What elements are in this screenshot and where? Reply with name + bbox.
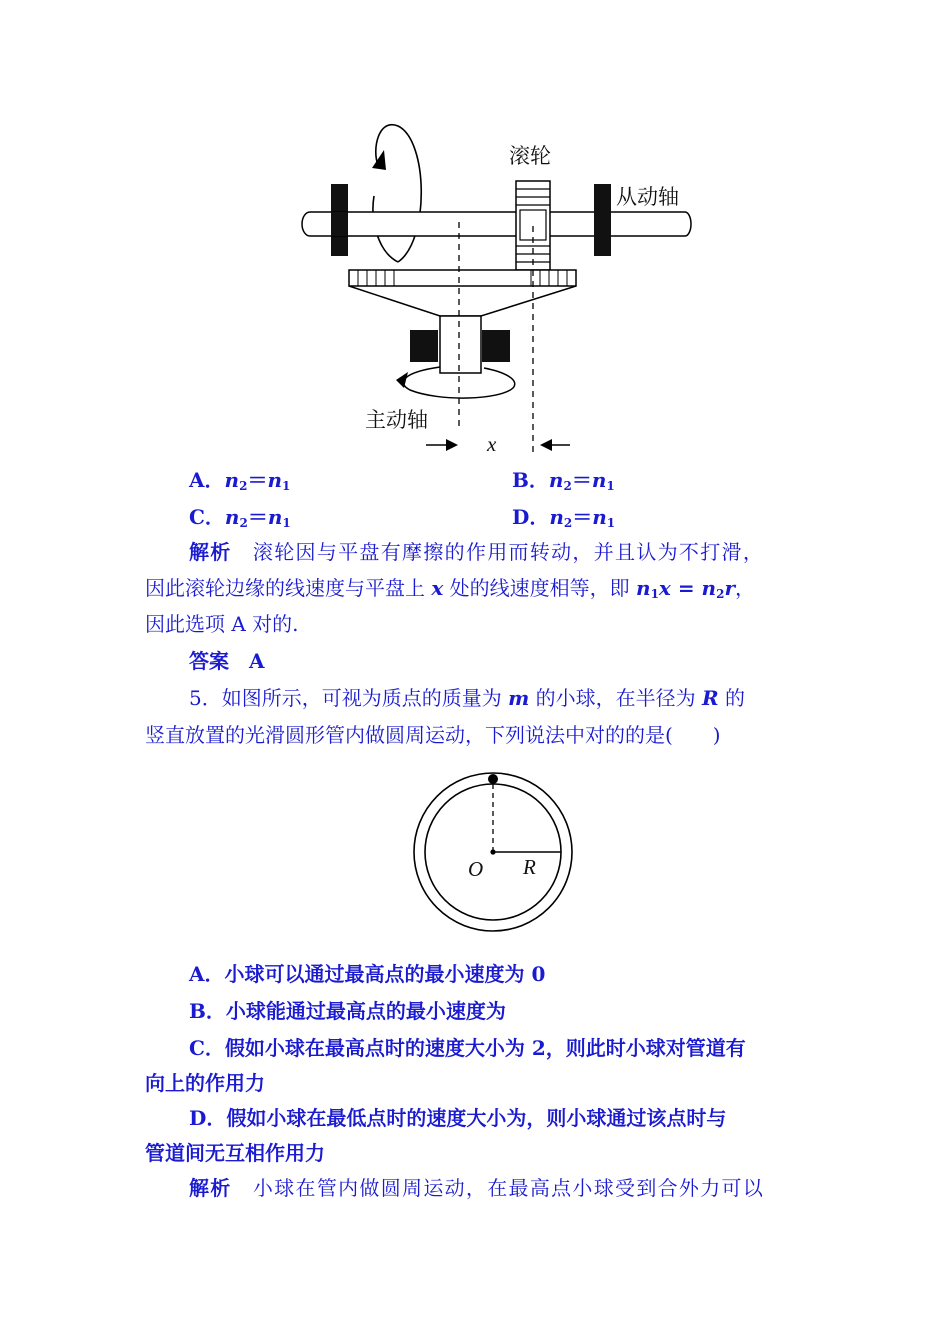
rotation-arrow-upper (376, 125, 421, 262)
disc-support (349, 286, 576, 316)
q4-option-d: D．$n_2=n_1$ (512, 505, 616, 530)
q5-analysis-line1: 解析 小球在管内做圆周运动，在最高点小球受到合外力可以 (189, 1176, 765, 1200)
driven-shaft (302, 212, 691, 236)
q5-option-b: B．小球能通过最高点的最小速度为 (189, 999, 506, 1023)
label-O: O (468, 857, 484, 881)
rotation-arrowhead (372, 150, 386, 170)
label-roller: 滚轮 (509, 144, 551, 168)
q5-option-c-line2: 向上的作用力 (145, 1071, 265, 1095)
roller-mechanism-figure (0, 0, 950, 470)
flat-disc (349, 270, 576, 286)
q5-option-d-line2: 管道间无互相作用力 (145, 1141, 325, 1165)
answer-value: A (249, 649, 265, 673)
tube-inner-circle (425, 784, 561, 920)
label-driven-shaft: 从动轴 (616, 185, 679, 209)
q4-analysis-line1: 解析 滚轮因与平盘有摩擦的作用而转动，并且认为不打滑， (189, 540, 765, 564)
label-driving-shaft: 主动轴 (365, 408, 428, 432)
tube-outer-circle (414, 773, 572, 931)
driving-left-bearing (410, 330, 438, 362)
label-R: R (523, 855, 536, 879)
q4-option-c: C．$n_2=n_1$ (189, 505, 291, 530)
q5-stem-line2: 竖直放置的光滑圆形管内做圆周运动，下列说法中对的的是( ) (145, 723, 721, 747)
analysis-tag: 解析 (189, 540, 232, 564)
label-x: x (487, 432, 497, 456)
x-arrow-left (446, 439, 458, 451)
analysis-tag-2: 解析 (189, 1176, 232, 1200)
x-arrow-right (540, 439, 552, 451)
answer-tag: 答案 (189, 649, 229, 673)
q5-option-c-line1: C．假如小球在最高点时的速度大小为 2，则此时小球对管道有 (189, 1036, 746, 1060)
q4-answer (189, 647, 265, 675)
q4-analysis-line3: 因此选项 A 对的. (145, 612, 299, 636)
driving-shaft-block (440, 316, 481, 373)
q4-option-b: B．$n_2=n_1$ (512, 468, 615, 493)
q4-option-a: A．$n_2=n_1$ (189, 468, 291, 493)
ball (488, 774, 498, 784)
q4-analysis-line2: 因此滚轮边缘的线速度与平盘上 x 处的线速度相等，即 $n_1x = n_2r$， (145, 576, 755, 601)
driving-right-bearing (482, 330, 510, 362)
center-point (490, 849, 495, 854)
q5-stem-line1: 5．如图所示，可视为质点的质量为 m 的小球，在半径为 R 的 (189, 686, 745, 710)
q5-option-a: A．小球可以通过最高点的最小速度为 0 (189, 962, 546, 986)
q5-option-d-line1: D．假如小球在最低点时的速度大小为，则小球通过该点时与 (189, 1106, 727, 1130)
